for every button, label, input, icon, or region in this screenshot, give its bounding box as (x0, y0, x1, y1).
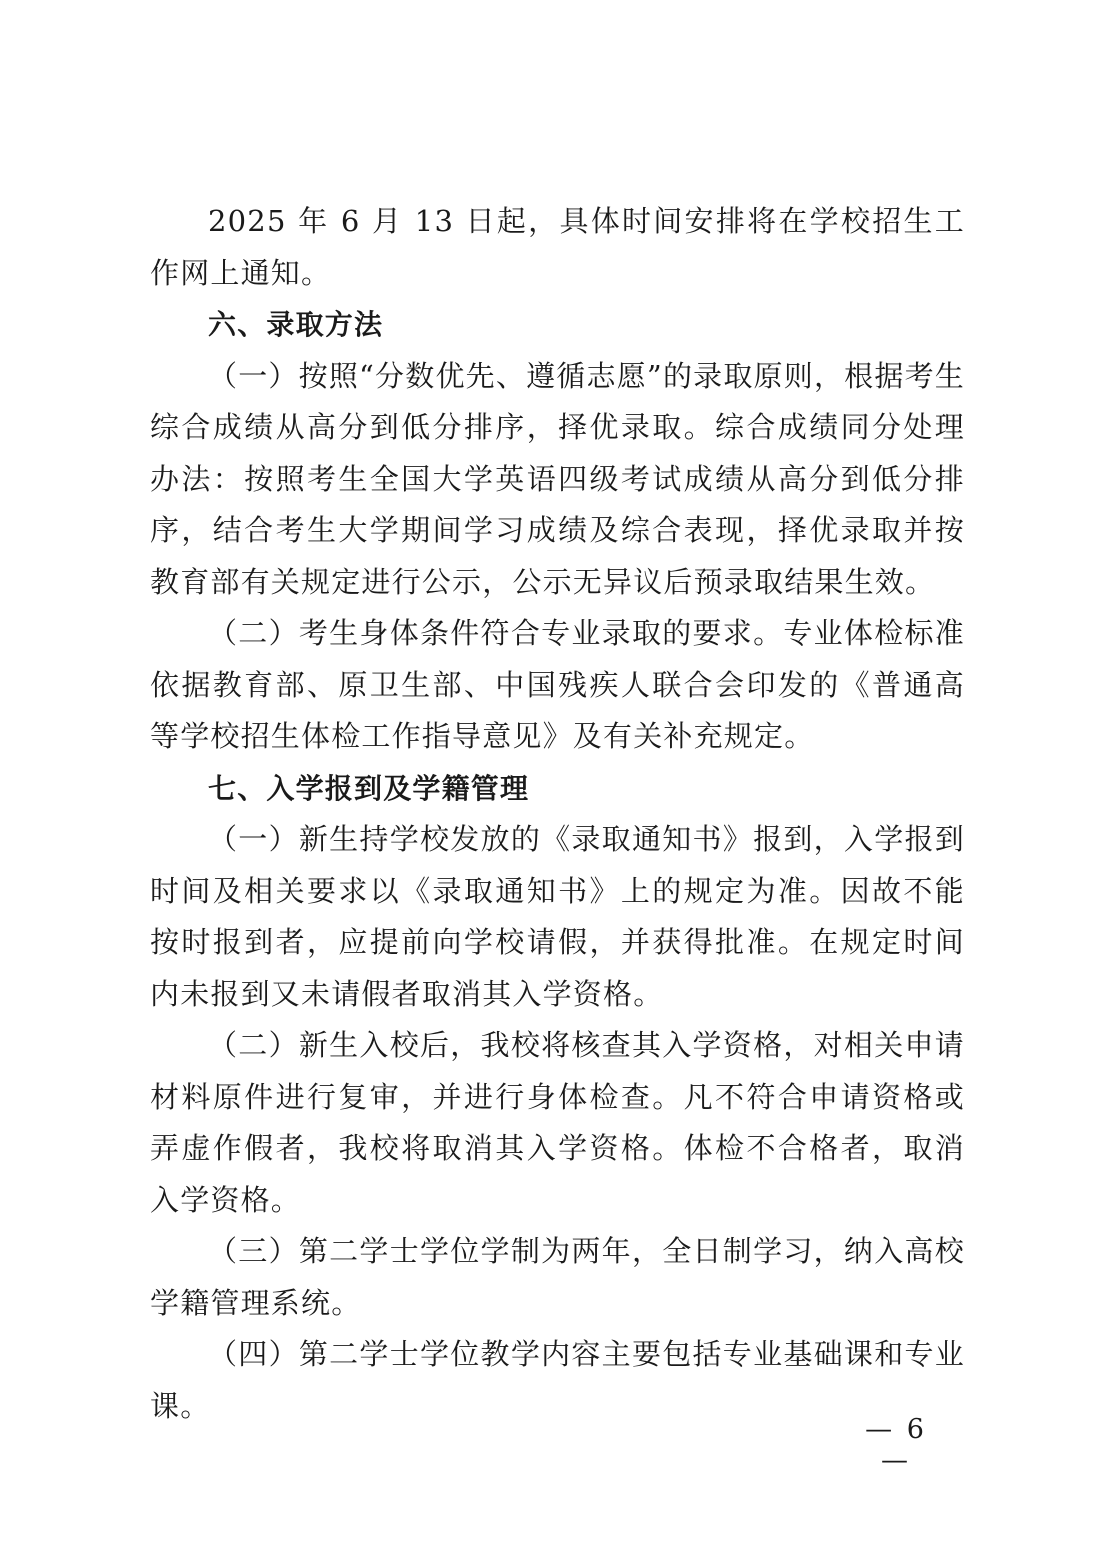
document-body (150, 196, 965, 1432)
paragraph-study-duration: （三）第二学士学位学制为两年，全日制学习，纳入高校学籍管理系统。 (150, 1234, 965, 1320)
paragraph-physical-requirements: （二）考生身体条件符合专业录取的要求。专业体检标准依据教育部、原卫生部、中国残疾人联合会印发的《普通高等学校招生体检工作指导意见》及有关补充规定。 (150, 616, 965, 753)
paragraph-admission-principle: （一）按照“分数优先、遵循志愿”的录取原则，根据考生综合成绩从高分到低分排序，择优录取。综合成绩同分处理办法：按照考生全国大学英语四级考试成绩从高分到低分排序，结合考生大学期间学习成绩及综合表现，择优录取并按教育部有关规定进行公示，公示无异议后预录取结果生效。 (150, 358, 965, 599)
page-number: — 6 — (865, 1414, 927, 1476)
paragraph-registration: （一）新生持学校发放的《录取通知书》报到，入学报到时间及相关要求以《录取通知书》上的规定为准。因故不能按时报到者，应提前向学校请假，并获得批准。在规定时间内未报到又未请假者取消其入学资格。 (150, 822, 965, 1011)
section-heading-enrollment: 七、入学报到及学籍管理 (208, 771, 530, 805)
paragraph-qualification-review: （二）新生入校后，我校将核查其入学资格，对相关申请材料原件进行复审，并进行身体检查。凡不符合申请资格或弄虚作假者，我校将取消其入学资格。体检不合格者，取消入学资格。 (150, 1028, 965, 1217)
section-heading-admission-method: 六、录取方法 (208, 308, 384, 341)
paragraph-teaching-content: （四）第二学士学位教学内容主要包括专业基础课和专业课。 (150, 1337, 965, 1423)
paragraph-continuation: 2025 年 6 月 13 日起，具体时间安排将在学校招生工作网上通知。 (150, 204, 965, 290)
